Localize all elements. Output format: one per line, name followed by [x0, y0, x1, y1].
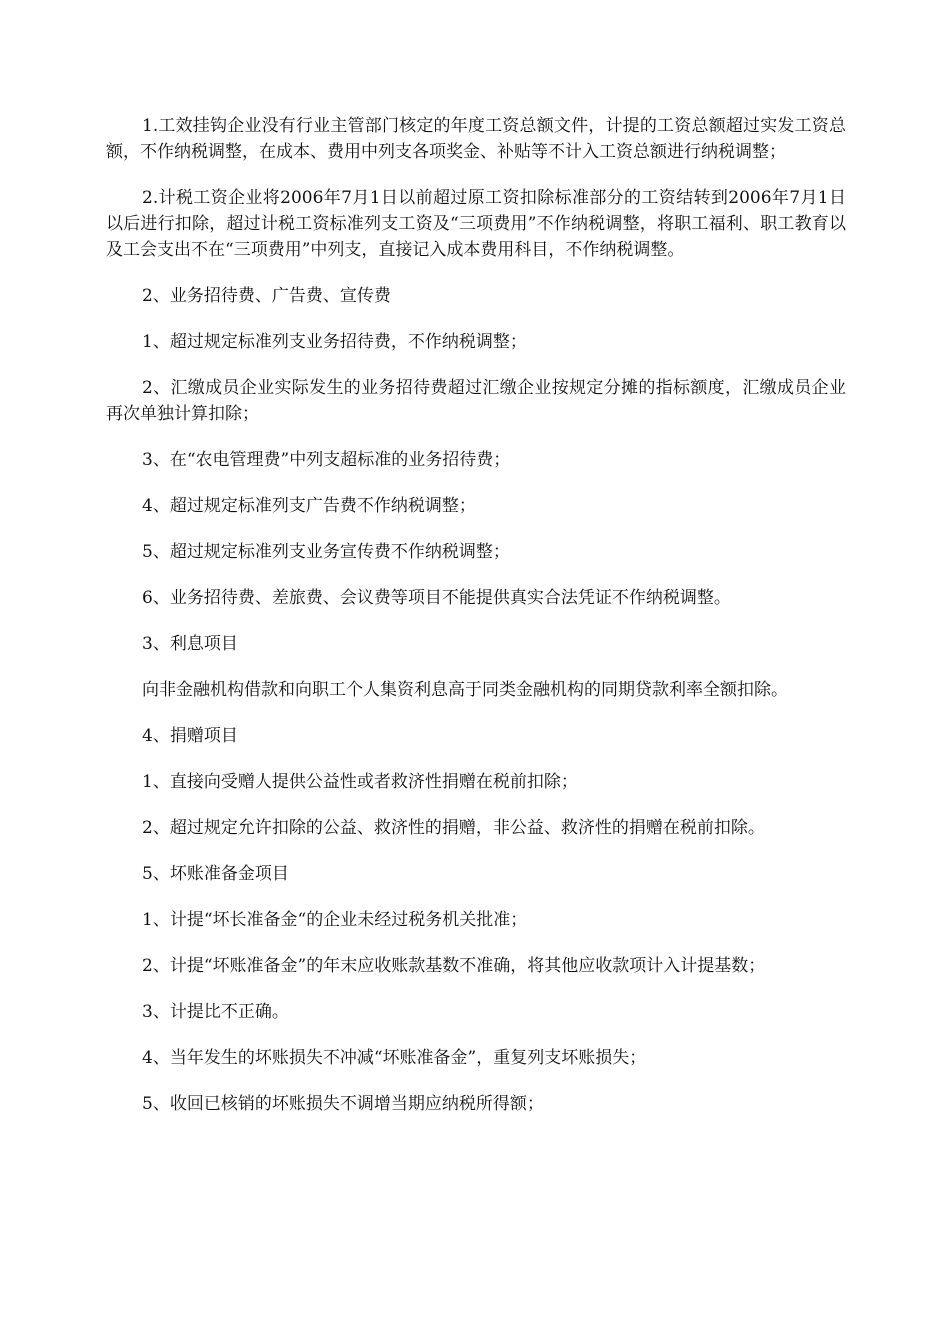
- paragraph-20: 5、收回已核销的坏账损失不调增当期应纳税所得额；: [142, 1094, 544, 1114]
- document-body: [106, 113, 846, 1137]
- paragraph-18: 3、计提比不正确。: [142, 1002, 289, 1022]
- paragraph-17: 2、计提“坏账准备金”的年末应收账款基数不准确，将其他应收款项计入计提基数；: [142, 956, 766, 976]
- paragraph-1: 1.工效挂钩企业没有行业主管部门核定的年度工资总额文件，计提的工资总额超过实发工资总额，不作纳税调整，在成本、费用中列支各项奖金、补贴等不计入工资总额进行纳税调整；: [106, 116, 846, 162]
- paragraph-7: 4、超过规定标准列支广告费不作纳税调整；: [142, 496, 476, 516]
- section-heading-interest: 3、利息项目: [142, 634, 238, 654]
- paragraph-8: 5、超过规定标准列支业务宣传费不作纳税调整；: [142, 542, 510, 562]
- paragraph-5: 2、汇缴成员企业实际发生的业务招待费超过汇缴企业按规定分摊的指标额度，汇缴成员企业再次单独计算扣除；: [106, 378, 846, 424]
- paragraph-19: 4、当年发生的坏账损失不冲减“坏账准备金”，重复列支坏账损失；: [142, 1048, 647, 1068]
- section-heading-entertainment: 2、业务招待费、广告费、宣传费: [142, 286, 391, 306]
- section-heading-bad-debt: 5、坏账准备金项目: [142, 864, 289, 884]
- paragraph-9: 6、业务招待费、差旅费、会议费等项目不能提供真实合法凭证不作纳税调整。: [142, 588, 731, 608]
- paragraph-13: 1、直接向受赠人提供公益性或者救济性捐赠在税前扣除；: [142, 772, 578, 792]
- paragraph-6: 3、在“农电管理费”中列支超标准的业务招待费；: [142, 450, 511, 470]
- paragraph-16: 1、计提“坏长准备金“的企业未经过税务机关批准；: [142, 910, 528, 930]
- paragraph-4: 1、超过规定标准列支业务招待费，不作纳税调整；: [142, 332, 527, 352]
- paragraph-14: 2、超过规定允许扣除的公益、救济性的捐赠，非公益、救济性的捐赠在税前扣除。: [142, 818, 765, 838]
- paragraph-2: 2.计税工资企业将2006年7月1日以前超过原工资扣除标准部分的工资结转到2006年7月1日以后进行扣除，超过计税工资标准列支工资及“三项费用”不作纳税调整，将职工福利、职工教育以及工会支出不在“三项费用”中列支，直接记入成本费用科目，不作纳税调整。: [106, 188, 846, 260]
- section-heading-donation: 4、捐赠项目: [142, 726, 238, 746]
- paragraph-11: 向非金融机构借款和向职工个人集资利息高于同类金融机构的同期贷款利率全额扣除。: [142, 680, 788, 700]
